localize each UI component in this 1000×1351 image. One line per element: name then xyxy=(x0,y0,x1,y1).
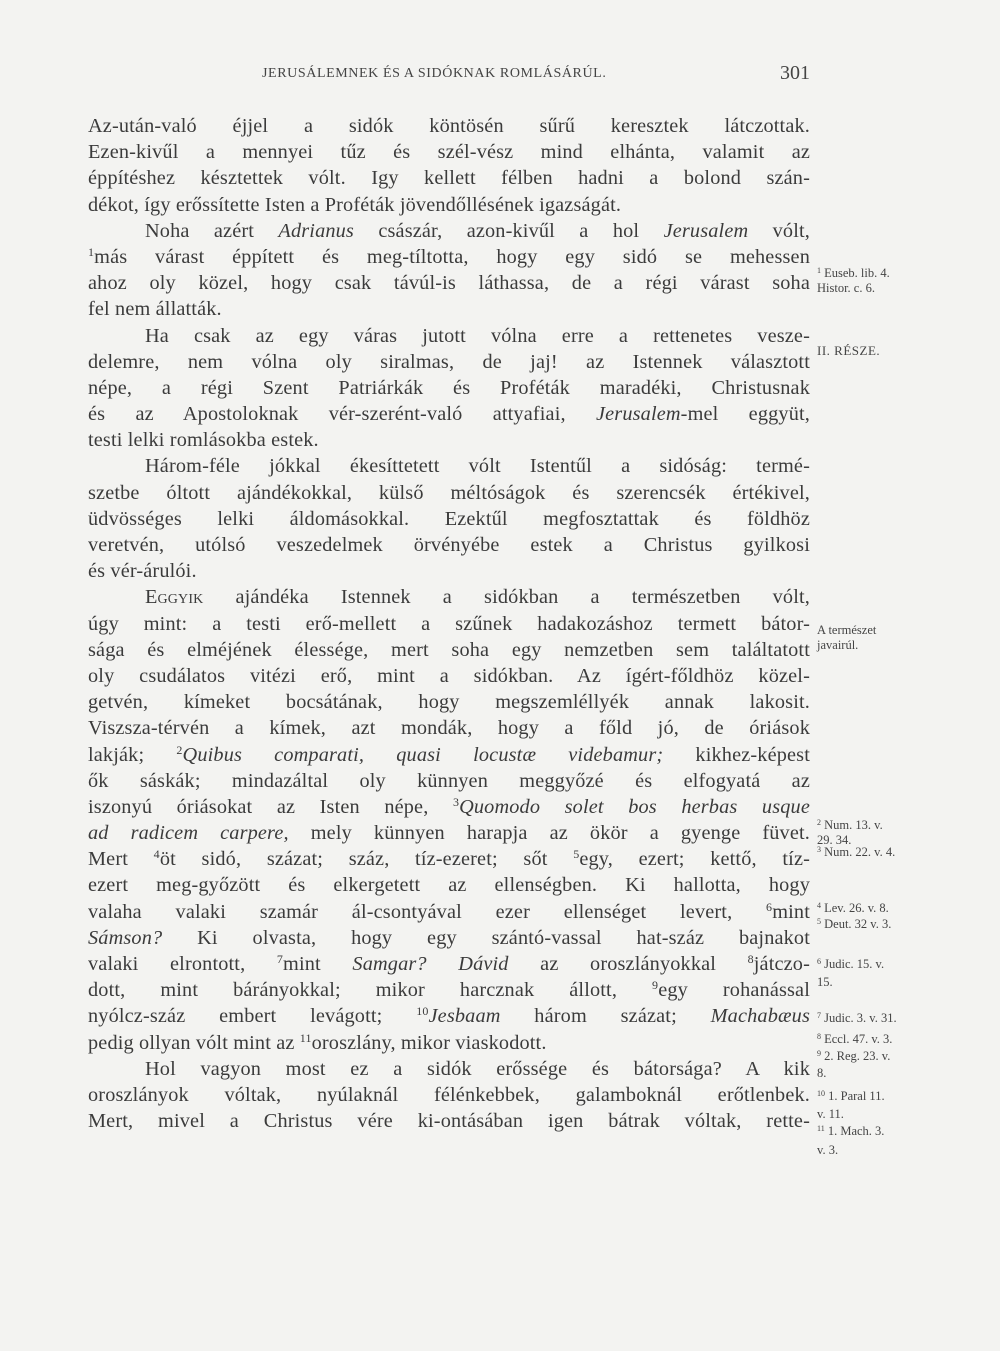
text-line: szetbe óltott ajándékokkal, külső méltóságok és szerencsék értékivel, xyxy=(88,481,810,504)
text-line: és vér-árulói. xyxy=(88,560,197,583)
text-line: ahoz oly közel, hogy csak távúl-is láthassa, de a régi várast soha xyxy=(88,272,810,295)
text-line: valaki elrontott, $^7$mint Samgar? Dávid az oroszlányokkal $^8$játczo- xyxy=(88,952,810,975)
margin-note: $^3$ Num. 22. v. 4. xyxy=(817,845,896,859)
margin-part-heading: II. RÉSZE. xyxy=(817,343,881,358)
text-line: Az-után-való éjjel a sidók köntösén sűrű keresztek látczottak. xyxy=(88,115,810,137)
footnote-ref: 4 xyxy=(153,847,160,862)
footnote-ref: 1 xyxy=(88,244,95,259)
text-line: és az Apostoloknak vér-szerént-való attyafiai, Jerusalem-mel eggyüt, xyxy=(88,403,811,426)
body-text xyxy=(88,113,810,1134)
margin-note: $^7$ Judic. 3. v. 31. xyxy=(817,1011,897,1025)
text-line: Mert $^4$öt sidó, százat; száz, tíz-ezeret; sőt $^5$egy, ezert; kettő, tíz- xyxy=(88,847,810,871)
text-line: getvén, kímeket bocsátának, hogy megszemléllyék annak lakosit. xyxy=(88,691,810,714)
text-line: oroszlányok vóltak, nyúlaknál félénkebbek, galamboknál erőtlenbek. xyxy=(88,1083,810,1106)
text-line: ők sáskák; mindazáltal oly künnyen meggyőzé és elfogyatá az xyxy=(88,769,810,792)
running-header xyxy=(88,62,810,90)
text-line: valaha valaki szamár ál-csontyával ezer ellenséget levert, $^6$mint xyxy=(88,899,810,923)
margin-note: $^4$ Lev. 26. v. 8. xyxy=(817,901,889,915)
text-line: Három-féle jókkal ékesíttetett vólt Istentűl a sidóság: termé- xyxy=(145,455,810,478)
margin-note: v. 11. xyxy=(817,1107,844,1121)
text-line: Hol vagyon most ez a sidók erőssége és bátorsága? A kik xyxy=(145,1057,810,1080)
margin-note: v. 3. xyxy=(817,1143,839,1157)
text-line: üdvösséges lelki áldomásokkal. Ezektűl megfosztattak és földhöz xyxy=(88,507,810,530)
footnote-ref: 10 xyxy=(416,1004,429,1019)
text-line: dékot, így erőssítette Isten a Proféták jövendőllésének igazságát. xyxy=(88,193,622,216)
page-number: 301 xyxy=(780,62,810,84)
text-line: sága és elméjének élessége, mert soha egy nemzetben sem találtatott xyxy=(88,638,810,661)
margin-note: $^1$ Euseb. lib. 4. xyxy=(817,266,890,280)
text-line: pedig ollyan vólt mint az $^{11}$oroszlány, mikor viaskodott. xyxy=(88,1030,547,1054)
text-line: Viszsza-térvén a kímek, azt mondák, hogy a főld jó, de óriások xyxy=(88,717,810,740)
text-line: fel nem állatták. xyxy=(88,298,222,321)
text-line: oly csudálatos vitézi erő, mint a sidókban. Az ígért-főldhöz közel- xyxy=(88,664,810,687)
text-line: nyólcz-száz embert levágott; $^{10}$Jesbaam három százat; Machabæus xyxy=(88,1004,810,1028)
header-title: JERUSÁLEMNEK ÉS A SIDÓKNAK ROMLÁSÁRÚL. xyxy=(262,66,607,81)
footnote-ref: 9 xyxy=(652,978,659,993)
footnote-ref: 7 xyxy=(276,952,284,966)
margin-note: 15. xyxy=(817,975,833,989)
footnote-ref: 8 xyxy=(747,952,754,966)
margin-note: A természet xyxy=(817,623,877,637)
text-line: Eggyik ajándéka Istennek a sidókban a természetben vólt, xyxy=(145,586,810,609)
footnote-ref: 6 xyxy=(766,899,773,914)
text-line: népe, a régi Szent Patriárkák és Proféták maradéki, Christusnak xyxy=(88,376,810,399)
footnote-ref: 3 xyxy=(452,794,460,809)
text-line: ad radicem carpere, mely künnyen harapja az ökör a gyenge füvet. xyxy=(88,822,811,845)
text-line: Ha csak az egy váras jutott vólna erre a rettenetes vesze- xyxy=(145,324,810,347)
margin-note: javairúl. xyxy=(817,638,859,652)
margin-note: $^{11}$ 1. Mach. 3. xyxy=(817,1124,885,1138)
text-line: úgy mint: a testi erő-mellett a szűnek hadakozáshoz termett bátor- xyxy=(88,612,810,635)
text-line: Mert, mivel a Christus vére ki-ontásában igen bátrak vóltak, rette- xyxy=(88,1110,810,1133)
margin-note: $^5$ Deut. 32 v. 3. xyxy=(817,917,892,931)
text-line: Ezen-kivűl a mennyei tűz és szél-vész mind elhánta, valamit az xyxy=(88,141,810,164)
footnote-ref: 11 xyxy=(299,1030,312,1045)
text-line: $^1$más várast éppített és meg-tíltotta, hogy egy sidó se mehessen xyxy=(88,244,810,268)
margin-note: $^9$ 2. Reg. 23. v. xyxy=(817,1049,891,1063)
margin-note: 29. 34. xyxy=(817,833,852,847)
text-line: Noha azért Adrianus császár, azon-kivűl a hol Jerusalem vólt, xyxy=(145,219,810,242)
margin-note: 8. xyxy=(817,1066,827,1080)
margin-note: $^6$ Judic. 15. v. xyxy=(817,957,885,971)
text-line: testi lelki romlásokba estek. xyxy=(88,429,319,452)
text-line: delemre, nem vólna oly siralmas, de jaj! az Istennek választott xyxy=(88,350,810,373)
text-line: lakják; $^2$Quibus comparati, quasi locustæ videbamur; kikhez-képest xyxy=(88,742,810,766)
text-line: ezert meg-győzött és elkergetett az ellenségben. Ki hallotta, hogy xyxy=(88,874,810,897)
text-line: éppítéshez késztettek vólt. Igy kellett félben hadni a bolond szán- xyxy=(88,167,810,190)
footnote-ref: 5 xyxy=(573,847,580,862)
margin-note: $^2$ Num. 13. v. xyxy=(817,818,883,832)
margin-note: $^{10}$ 1. Paral 11. xyxy=(817,1089,885,1103)
text-line: Sámson? Ki olvasta, hogy egy szántó-vassal hat-száz bajnakot xyxy=(88,926,810,949)
text-line: dott, mint bárányokkal; mikor harcznak állott, $^9$egy rohanással xyxy=(88,978,810,1002)
text-line: iszonyú óriásokat az Isten népe, $^3$Quomodo solet bos herbas usque xyxy=(88,794,810,818)
margin-note: Histor. c. 6. xyxy=(817,281,875,295)
footnote-ref: 2 xyxy=(176,742,183,757)
text-line: veretvén, utólsó veszedelmek örvényébe estek a Christus gyilkosi xyxy=(88,534,810,556)
margin-note: $^8$ Eccl. 47. v. 3. xyxy=(817,1032,893,1046)
